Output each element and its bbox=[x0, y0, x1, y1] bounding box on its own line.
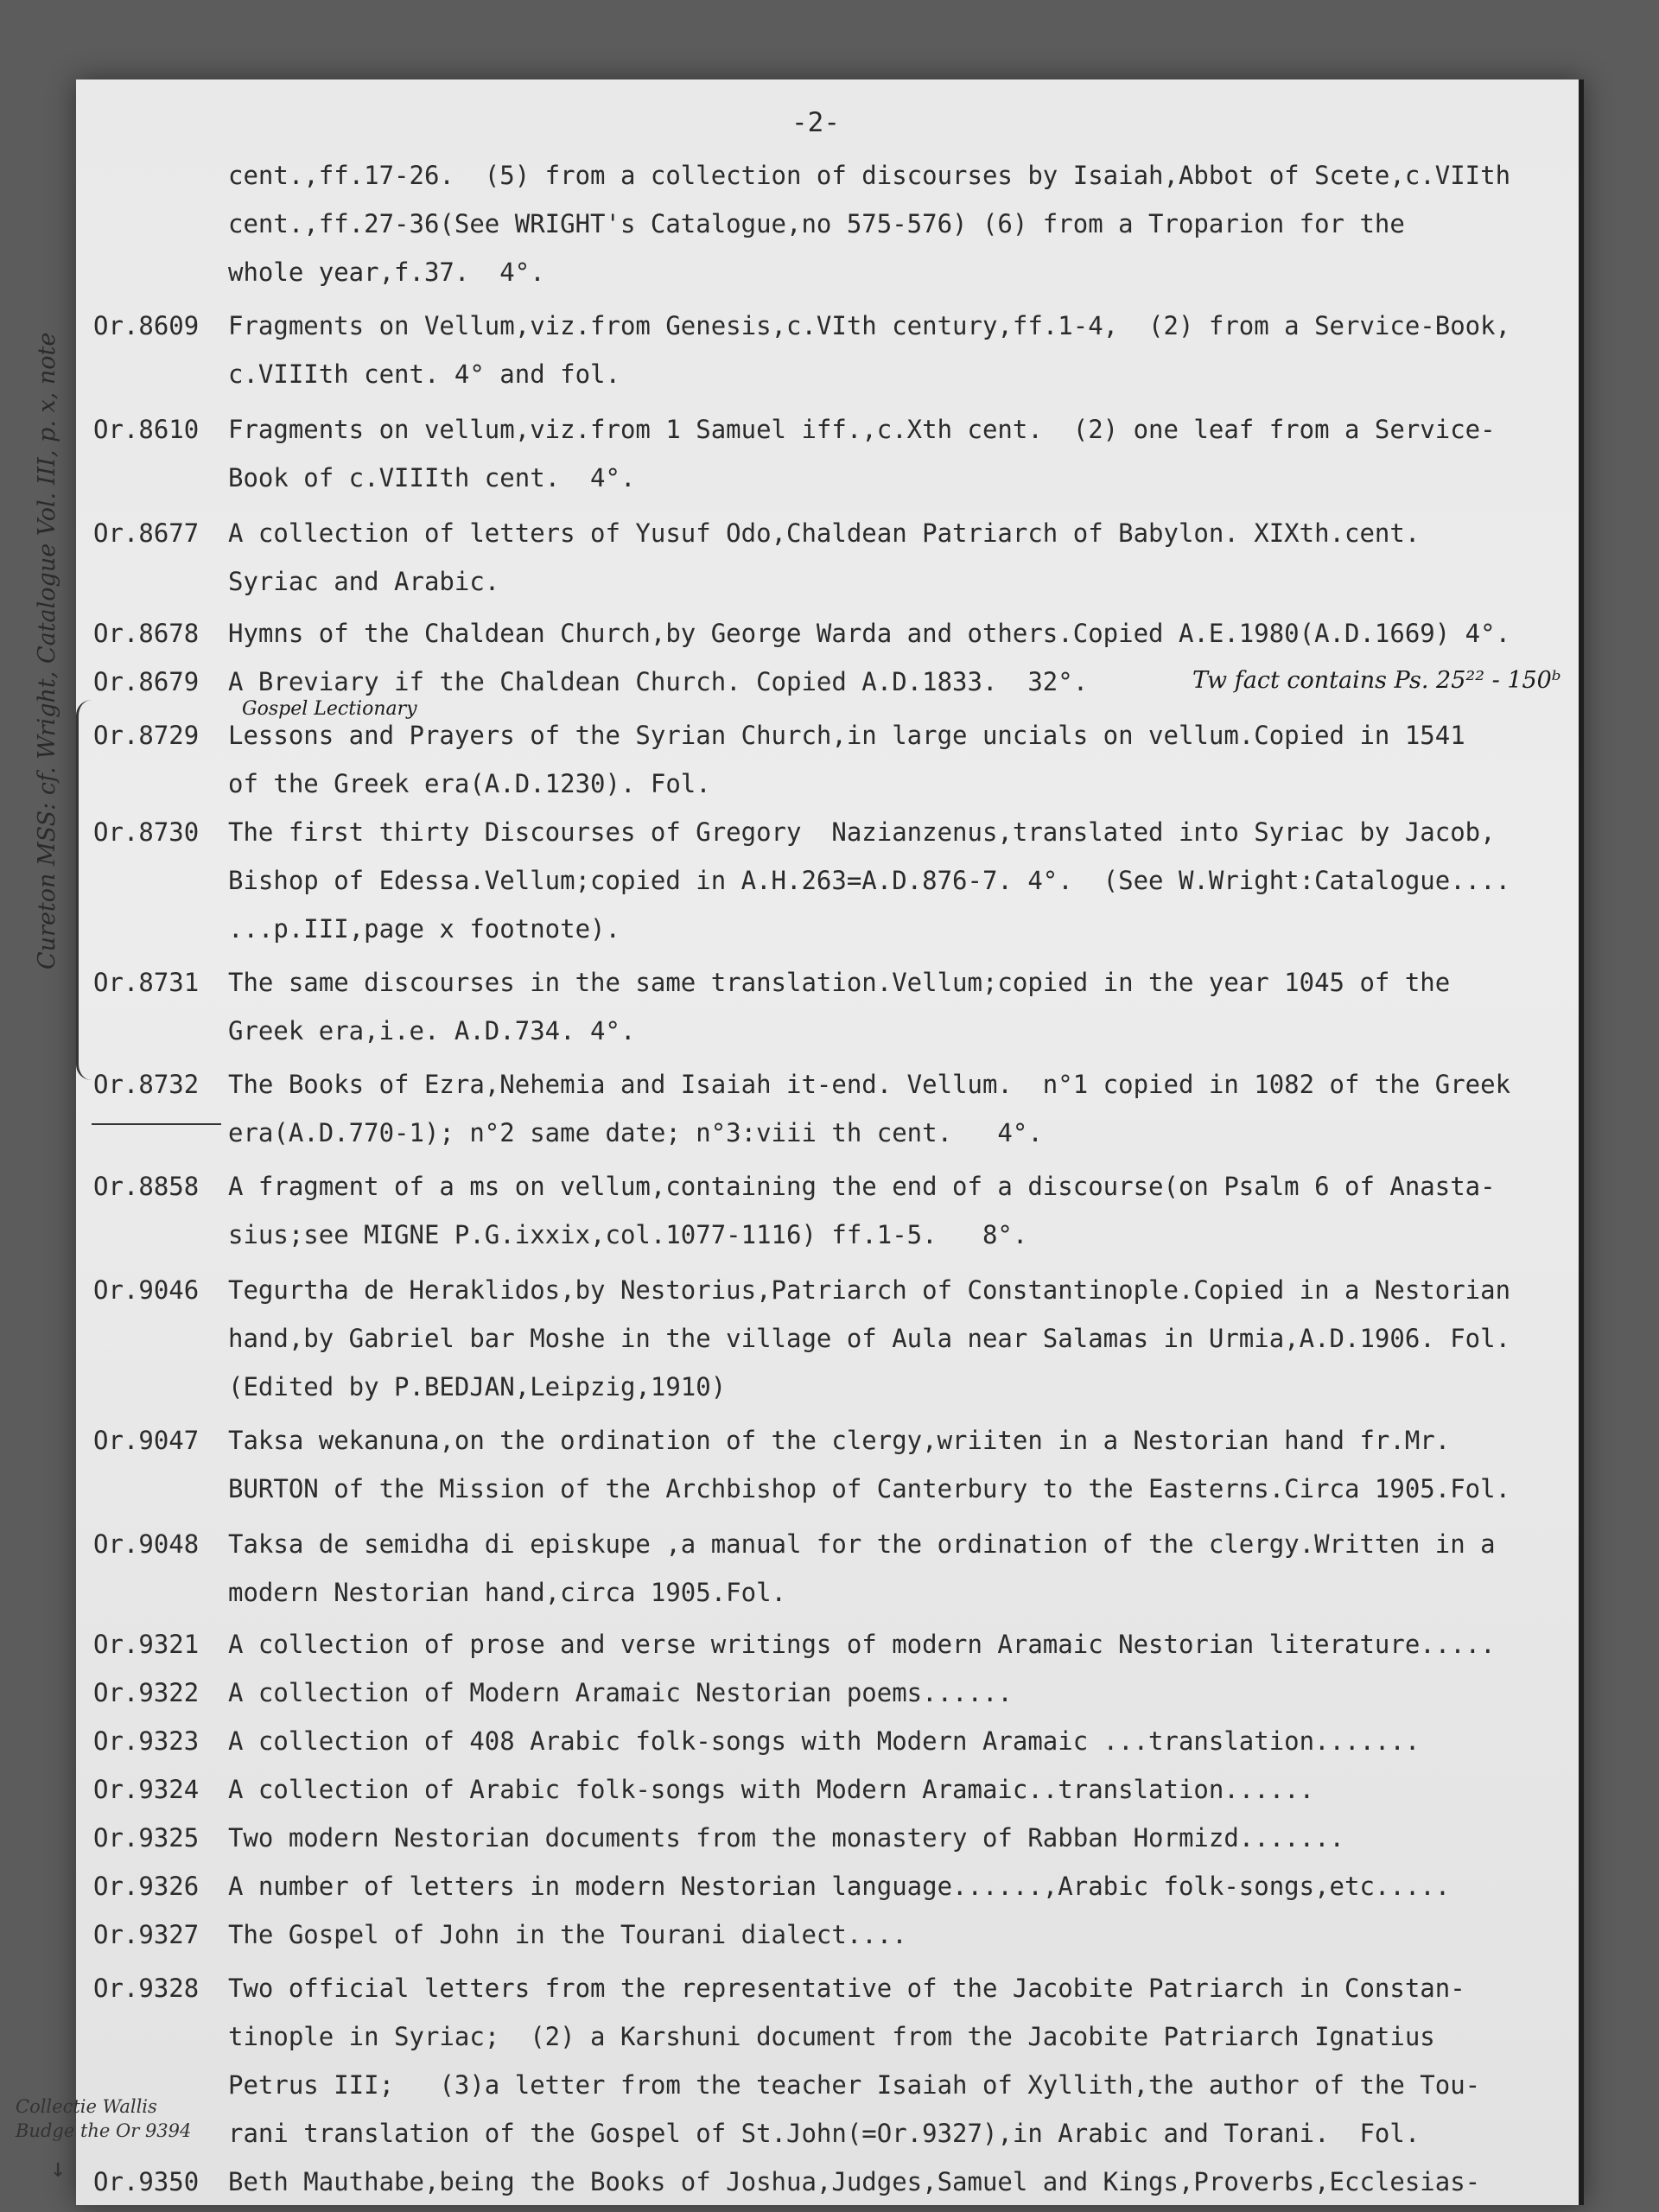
description-line: ...p.III,page x footnote). bbox=[228, 914, 620, 944]
margin-note-bottom-line1: Collectie Wallis bbox=[16, 2096, 157, 2117]
shelfmark: Or.8677 bbox=[93, 518, 200, 548]
description-line: A Breviary if the Chaldean Church. Copied A.D.1833. 32°. bbox=[228, 667, 1089, 696]
entry-description bbox=[228, 1765, 1541, 1814]
description-line: Two modern Nestorian documents from the monastery of Rabban Hormizd....... bbox=[228, 1823, 1345, 1853]
shelfmark: Or.8732 bbox=[93, 1070, 200, 1099]
entry-description bbox=[228, 958, 1541, 1055]
description-line: BURTON of the Mission of the Archbishop of Canterbury to the Easterns.Circa 1905.Fol. bbox=[228, 1474, 1511, 1503]
shelfmark: Or.9326 bbox=[93, 1872, 200, 1901]
description-line: Fragments on Vellum,viz.from Genesis,c.VIth century,ff.1-4, (2) from a Service-Book, bbox=[228, 311, 1511, 340]
entry-description bbox=[228, 1266, 1541, 1411]
description-line: A fragment of a ms on vellum,containing the end of a discourse(on Psalm 6 of Anasta- bbox=[228, 1172, 1496, 1201]
page-number: -2- bbox=[791, 107, 840, 138]
description-line: A collection of prose and verse writings of modern Aramaic Nestorian literature..... bbox=[228, 1630, 1496, 1659]
margin-note-bottom-line2: Budge the Or 9394 bbox=[16, 2120, 192, 2141]
shelfmark: Or.8679 bbox=[93, 667, 200, 696]
entry-description bbox=[228, 1416, 1541, 1513]
entry-description bbox=[228, 1717, 1541, 1765]
description-line: of the Greek era(A.D.1230). Fol. bbox=[228, 769, 711, 798]
description-line: A collection of 408 Arabic folk-songs with Modern Aramaic ...translation....... bbox=[228, 1726, 1421, 1756]
description-line: A collection of Arabic folk-songs with Modern Aramaic..translation...... bbox=[228, 1775, 1315, 1804]
document-page bbox=[16, 79, 1584, 2205]
description-line: sius;see MIGNE P.G.ixxix,col.1077-1116) ff.1-5. 8°. bbox=[228, 1220, 1028, 1249]
entry-description bbox=[228, 1910, 1541, 1959]
description-line: Taksa wekanuna,on the ordination of the clergy,wriiten in a Nestorian hand fr.Mr. bbox=[228, 1426, 1451, 1455]
shelfmark: Or.8678 bbox=[93, 619, 200, 648]
entry-description bbox=[228, 1964, 1541, 2158]
description-line: modern Nestorian hand,circa 1905.Fol. bbox=[228, 1578, 787, 1607]
description-line: rani translation of the Gospel of St.John(=Or.9327),in Arabic and Torani. Fol. bbox=[228, 2119, 1421, 2148]
description-line: Lessons and Prayers of the Syrian Church,in large uncials on vellum.Copied in 1541 bbox=[228, 721, 1465, 750]
description-line: cent.,ff.27-36(See WRIGHT's Catalogue,no 575-576) (6) from a Troparion for the bbox=[228, 209, 1405, 238]
description-line: whole year,f.37. 4°. bbox=[228, 257, 545, 287]
shelfmark: Or.9322 bbox=[93, 1678, 200, 1707]
description-line: Tegurtha de Heraklidos,by Nestorius,Patriarch of Constantinople.Copied in a Nestorian bbox=[228, 1275, 1511, 1305]
description-line: A collection of Modern Aramaic Nestorian poems...... bbox=[228, 1678, 1013, 1707]
page-edge-shadow bbox=[1579, 79, 1584, 2205]
description-line: Two official letters from the representative of the Jacobite Patriarch in Constan- bbox=[228, 1974, 1465, 2003]
description-line: A number of letters in modern Nestorian language......,Arabic folk-songs,etc..... bbox=[228, 1872, 1451, 1901]
entry-description bbox=[228, 2158, 1541, 2206]
handwritten-or8679-note: Tw fact contains Ps. 25²² - 150ᵇ bbox=[1192, 667, 1561, 694]
shelfmark: Or.9321 bbox=[93, 1630, 200, 1659]
description-line: Petrus III; (3)a letter from the teacher Isaiah of Xyllith,the author of the Tou- bbox=[228, 2070, 1481, 2100]
description-line: The first thirty Discourses of Gregory Nazianzenus,translated into Syriac by Jacob, bbox=[228, 817, 1496, 847]
description-line: Hymns of the Chaldean Church,by George Warda and others.Copied A.E.1980(A.D.1669) 4°. bbox=[228, 619, 1511, 648]
entry-description bbox=[228, 1060, 1541, 1157]
entry-description bbox=[228, 808, 1541, 953]
margin-note-bottom bbox=[16, 2094, 191, 2143]
entry-description bbox=[228, 405, 1541, 502]
shelfmark: Or.9327 bbox=[93, 1920, 200, 1949]
shelfmark: Or.9047 bbox=[93, 1426, 200, 1455]
description-line: tinople in Syriac; (2) a Karshuni document from the Jacobite Patriarch Ignatius bbox=[228, 2022, 1435, 2051]
shelfmark: Or.8731 bbox=[93, 968, 200, 997]
shelfmark: Or.9324 bbox=[93, 1775, 200, 1804]
description-line: The Gospel of John in the Tourani dialect.... bbox=[228, 1920, 907, 1949]
entry-description bbox=[228, 711, 1541, 808]
description-line: (Edited by P.BEDJAN,Leipzig,1910) bbox=[228, 1372, 727, 1402]
shelfmark: Or.8609 bbox=[93, 311, 200, 340]
description-line: era(A.D.770-1); n°2 same date; n°3:viii th cent. 4°. bbox=[228, 1118, 1043, 1147]
description-line: A collection of letters of Yusuf Odo,Chaldean Patriarch of Babylon. XIXth.cent. bbox=[228, 518, 1421, 548]
entry-description bbox=[228, 1520, 1541, 1617]
description-line: hand,by Gabriel bar Moshe in the village of Aula near Salamas in Urmia,A.D.1906. Fol. bbox=[228, 1324, 1511, 1353]
shelfmark: Or.9328 bbox=[93, 1974, 200, 2003]
shelfmark: Or.9046 bbox=[93, 1275, 200, 1305]
shelfmark-underline bbox=[92, 1123, 221, 1125]
shelfmark: Or.9350 bbox=[93, 2167, 200, 2196]
description-line: Syriac and Arabic. bbox=[228, 567, 500, 596]
description-line: The same discourses in the same translation.Vellum;copied in the year 1045 of the bbox=[228, 968, 1451, 997]
entry-description bbox=[228, 1814, 1541, 1862]
shelfmark: Or.8729 bbox=[93, 721, 200, 750]
entry-description bbox=[228, 151, 1541, 296]
entry-description bbox=[228, 609, 1541, 658]
description-line: Greek era,i.e. A.D.734. 4°. bbox=[228, 1016, 636, 1046]
shelfmark: Or.9325 bbox=[93, 1823, 200, 1853]
shelfmark: Or.9048 bbox=[93, 1529, 200, 1559]
description-line: cent.,ff.17-26. (5) from a collection of discourses by Isaiah,Abbot of Scete,c.VIIth bbox=[228, 161, 1511, 190]
entry-description bbox=[228, 1620, 1541, 1669]
handwritten-gospel-lectionary: Gospel Lectionary bbox=[242, 698, 417, 720]
description-line: Beth Mauthabe,being the Books of Joshua,Judges,Samuel and Kings,Proverbs,Ecclesias- bbox=[228, 2167, 1481, 2196]
shelfmark: Or.8858 bbox=[93, 1172, 200, 1201]
description-line: Book of c.VIIIth cent. 4°. bbox=[228, 463, 636, 493]
shelfmark: Or.8610 bbox=[93, 415, 200, 444]
description-line: Fragments on vellum,viz.from 1 Samuel iff.,c.Xth cent. (2) one leaf from a Service- bbox=[228, 415, 1496, 444]
description-line: Bishop of Edessa.Vellum;copied in A.H.263=A.D.876-7. 4°. (See W.Wright:Catalogue.... bbox=[228, 866, 1511, 895]
shelfmark: Or.8730 bbox=[93, 817, 200, 847]
margin-bracket bbox=[76, 700, 96, 1080]
entry-description bbox=[228, 302, 1541, 398]
description-line: c.VIIIth cent. 4° and fol. bbox=[228, 359, 620, 389]
description-line: The Books of Ezra,Nehemia and Isaiah it-end. Vellum. n°1 copied in 1082 of the Greek bbox=[228, 1070, 1511, 1099]
shelfmark: Or.9323 bbox=[93, 1726, 200, 1756]
entry-description bbox=[228, 1669, 1541, 1717]
arrow-down-icon: ↓ bbox=[50, 2153, 67, 2183]
entry-description bbox=[228, 509, 1541, 606]
entry-description bbox=[228, 1162, 1541, 1259]
description-line: Taksa de semidha di episkupe ,a manual for the ordination of the clergy.Written in a bbox=[228, 1529, 1496, 1559]
margin-note-cureton: Cureton MSS: cf. Wright, Catalogue Vol. III, p. x, note bbox=[34, 332, 60, 969]
entry-description bbox=[228, 1862, 1541, 1910]
